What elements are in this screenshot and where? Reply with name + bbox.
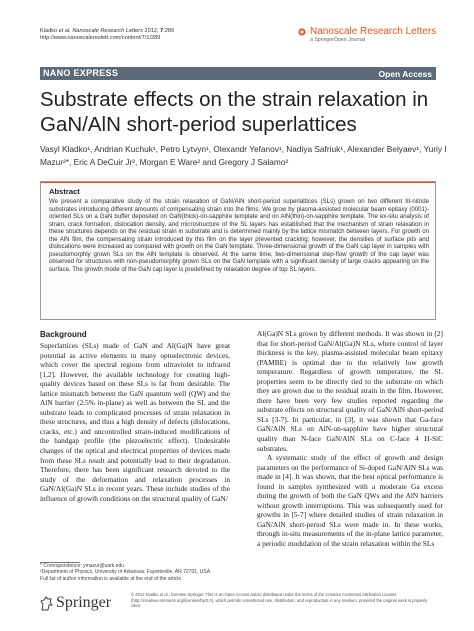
springeropen-logo-icon — [298, 28, 306, 36]
affiliation-footnote: ²Department of Physics, University of Arkansas, Fayetteville, AR 72701, USA — [40, 569, 211, 576]
author-list: Vasyl Kladko¹, Andrian Kuchuk¹, Petro Lytvyn¹, Olexandr Yefanov¹, Nadiya Safriuk¹, Alexander Belyaev¹, Yuriy I Mazur²*, Eric A DeCuir Jr², Morgan E Ware² and Gregory J Salamo² — [40, 144, 447, 167]
open-access-label: Open Access — [378, 68, 432, 79]
springer-horse-icon — [40, 596, 53, 611]
body-paragraph-2: A systematic study of the effect of growth and design parameters on the performance of Si-doped GaN/AlN SLs was made in [4]. It was shown, that the best optical performance is found in samples synthesized with a moderate Ga excess during the growth of both the GaN QWs and the AlN barriers without growth interruptions. This was subsequently used for growths in [5-7] where detailed studies of strain relaxation in GaN/AlN short-period SLs were made in. In these works, through in-situ measurements of the in-plane lattice parameter, a periodic modulation of the strain relaxation within the SLs — [257, 453, 443, 549]
background-paragraph: Superlattices (SLs) made of GaN and Al(Ga)N have great potential as active elements in many optoelectronic devices, which cover the spectral regions from ultraviolet to infrared [1,2]. However, the available technology for creating high-quality devices based on these SLs is far from desirable. The lattice mismatch between the GaN quantum well (QW) and the AlN barrier (2.5% in-plane) as well as between the SL and the substrate leads to complicated processes of strain relaxation in these structures, and thus a high density of defects (dislocations, cracks, etc.) and uncontrolled strain-induced modifications of the bandgap profile (the piezoelectric effect). Undesirable changes of the optical and electrical properties of devices made from these SLs result and potentially lead to their degradation. Therefore, there has been significant research devoted to the study of the deformation and relaxation processes in GaN/Al(Ga)N SLs in recent years. These include studies of the influence of growth conditions on the structural quality of GaN/ — [40, 341, 230, 503]
right-column — [257, 329, 443, 549]
citation-line-1: Kladko et al. Nanoscale Research Letters 2012, 7:289 — [40, 28, 175, 34]
abstract-top-rule — [41, 182, 435, 183]
footnotes — [40, 563, 240, 582]
left-column — [40, 330, 230, 503]
background-heading: Background — [40, 330, 87, 339]
springer-logo — [40, 594, 111, 612]
citation-block — [40, 28, 174, 42]
body-paragraph-1: Al(Ga)N SLs grown by different methods. It was shown in [2] that for short-period GaN/Al(Ga)N SLs, where control of layer thickness is the key, plasma-assisted molecular beam epitaxy (PAMBE) is optimal due to the relatively low growth temperature. Regardless of growth temperature, the SL properties seem to be directly tied to the substrate on which they are grown due to the residual strain in the film. However, there have been very few studies reported regarding the substrate effects on structural quality of GaN/AlN short-period SLs [3-7]. In particular, in [3], it was shown that Ga-face GaN/AlN SLs on AlN-on-sapphire have higher structural quality than N-face GaN/AlN SLs on C-face 4 H-SiC substrates. — [257, 329, 443, 453]
journal-subtitle: a SpringerOpen Journal — [310, 37, 366, 43]
springer-wordmark: Springer — [56, 594, 112, 611]
article-type-label: NANO EXPRESS — [43, 68, 119, 78]
author-info-footnote: Full list of author information is available at the end of the article — [40, 575, 182, 582]
journal-title: Nanoscale Research Letters — [310, 26, 437, 37]
article-type-banner — [40, 67, 436, 80]
article-title: Substrate effects on the strain relaxation in GaN/AlN short-period superlattices — [40, 88, 429, 136]
correspondence-footnote[interactable]: * Correspondence: ymazur@uark.edu — [40, 563, 125, 569]
abstract-text: We present a comparative study of the strain relaxation of GaN/AlN short-period superlattices (SLs) grown on two different III-nitride substrates introducing different amounts of compensating strain into the films. We grow by plasma-assisted molecular beam epitaxy (0001)-oriented SLs on a GaN buffer deposited on GaN(thick)-on-sapphire template and on AlN(thin)-on-sapphire template. The ex-situ analysis of strain, crack formation, dislocation density, and microstructure of the SL layers has established that the mechanism of strain relaxation in these structures depends on the residual strain in substrate and is determined mainly by the lattice mismatch between layers. For growth on the AlN film, the compensating strain introduced by this film on the layer prevented cracking; however, the densities of surface pits and dislocations were increased as compared with growth on the GaN template. Three-dimensional growth of the GaN cap layer in samples with pseudomorphly grown SLs on the AlN template is observed. At the same time, two-dimensional step-flow growth of the cap layer was observed for structures with non-pseudomorphly grown SLs on the GaN template with a significant density of large cracks appearing on the surface. The growth mode of the GaN cap layer is predefined by relaxation degree of top SL layers. — [49, 198, 429, 273]
citation-url[interactable]: http://www.nanoscalereslett.com/content/7/1/289 — [40, 35, 161, 42]
abstract-box — [40, 181, 436, 320]
license-text: © 2012 Kladko et al.; licensee Springer. This is an Open Access article distributed under the terms of the Creative Commons Attribution License (http://creativecommons.org/licenses/by/2.0), which permits unrestricted use, distribution, and reproduction in any medium, provided the original work is properly cited. — [131, 592, 428, 609]
abstract-heading: Abstract — [49, 187, 80, 196]
journal-logo[interactable] — [298, 26, 436, 43]
